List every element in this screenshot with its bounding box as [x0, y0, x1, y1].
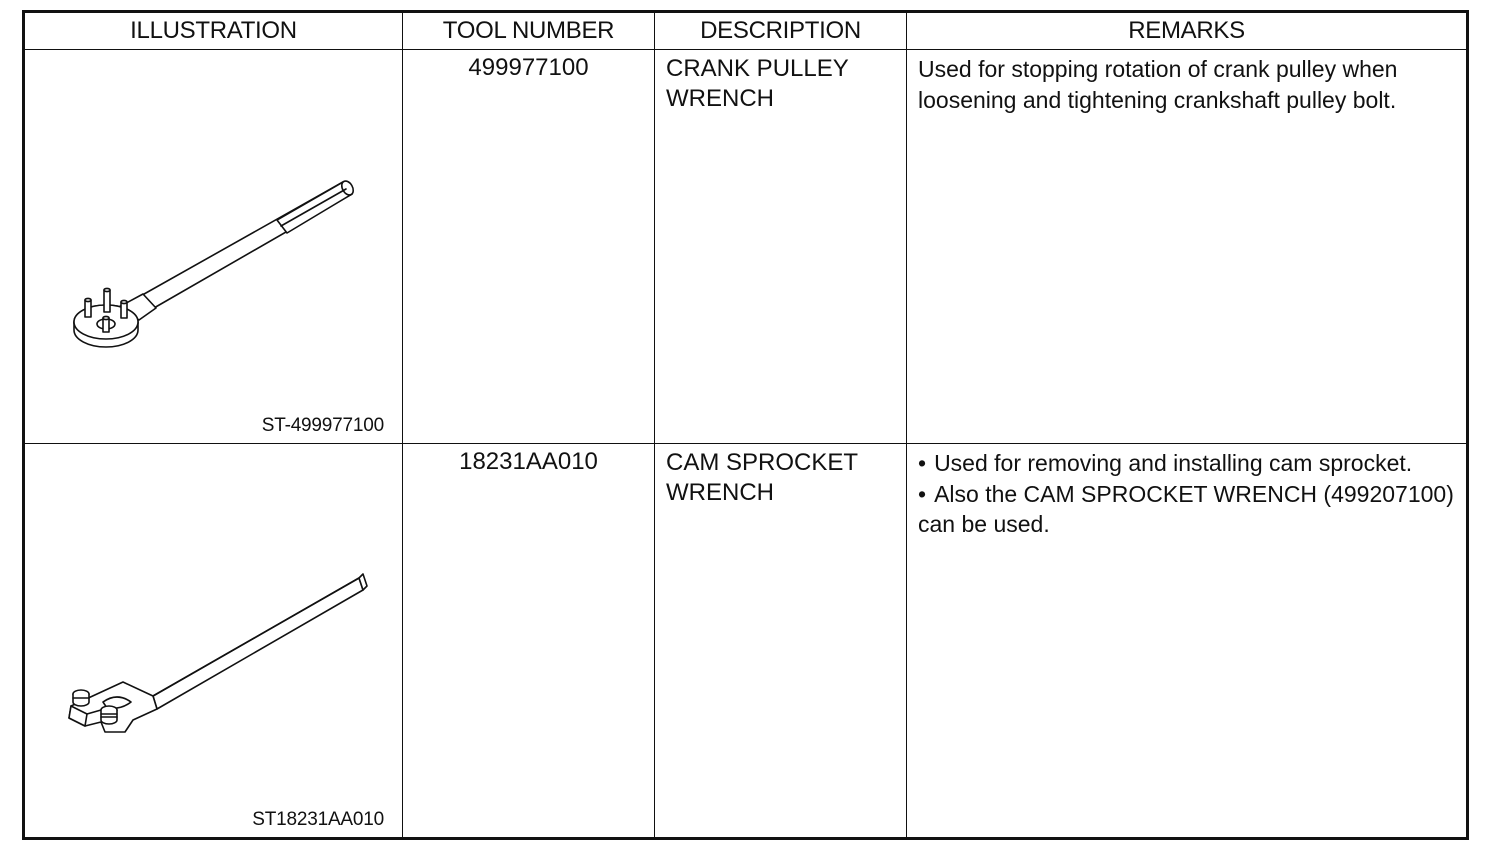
table-row — [24, 444, 1468, 839]
description-line: CRANK PULLEY — [666, 55, 849, 82]
bullet-icon: • — [918, 480, 927, 507]
header-illustration: ILLUSTRATION — [24, 12, 403, 50]
header-description: DESCRIPTION — [655, 12, 907, 50]
table-row — [24, 50, 1468, 444]
special-tools-table — [22, 10, 1469, 840]
description-line: WRENCH — [666, 479, 774, 506]
illustration-code: ST18231AA010 — [252, 809, 384, 830]
header-remarks: REMARKS — [907, 12, 1468, 50]
remarks — [907, 50, 1468, 444]
description — [655, 444, 907, 839]
header-tool-number: TOOL NUMBER — [403, 12, 655, 50]
remarks-bullet-item — [918, 479, 1458, 540]
cam-sprocket-wrench-icon — [25, 444, 404, 833]
description — [655, 50, 907, 444]
bullet-icon: • — [918, 450, 927, 476]
remarks-text: Used for stopping rotation of crank pulley when loosening and tightening crankshaft pulley bolt. — [918, 56, 1398, 113]
description-line: CAM SPROCKET — [666, 449, 859, 476]
header-row — [24, 12, 1468, 50]
illustration-cell — [24, 444, 403, 839]
tool-number: 499977100 — [403, 50, 655, 444]
remarks-bullet-item — [918, 448, 1458, 479]
description-line: WRENCH — [666, 85, 774, 112]
remarks — [907, 444, 1468, 839]
illustration-cell — [24, 50, 403, 444]
crank-pulley-wrench-icon — [25, 50, 404, 439]
remarks-bullet-text: Also the CAM SPROCKET WRENCH (499207100) can be used. — [918, 480, 1454, 537]
tool-number: 18231AA010 — [403, 444, 655, 839]
illustration-code: ST-499977100 — [261, 415, 384, 436]
remarks-bullet-text: Used for removing and installing cam sprocket. — [934, 450, 1413, 476]
